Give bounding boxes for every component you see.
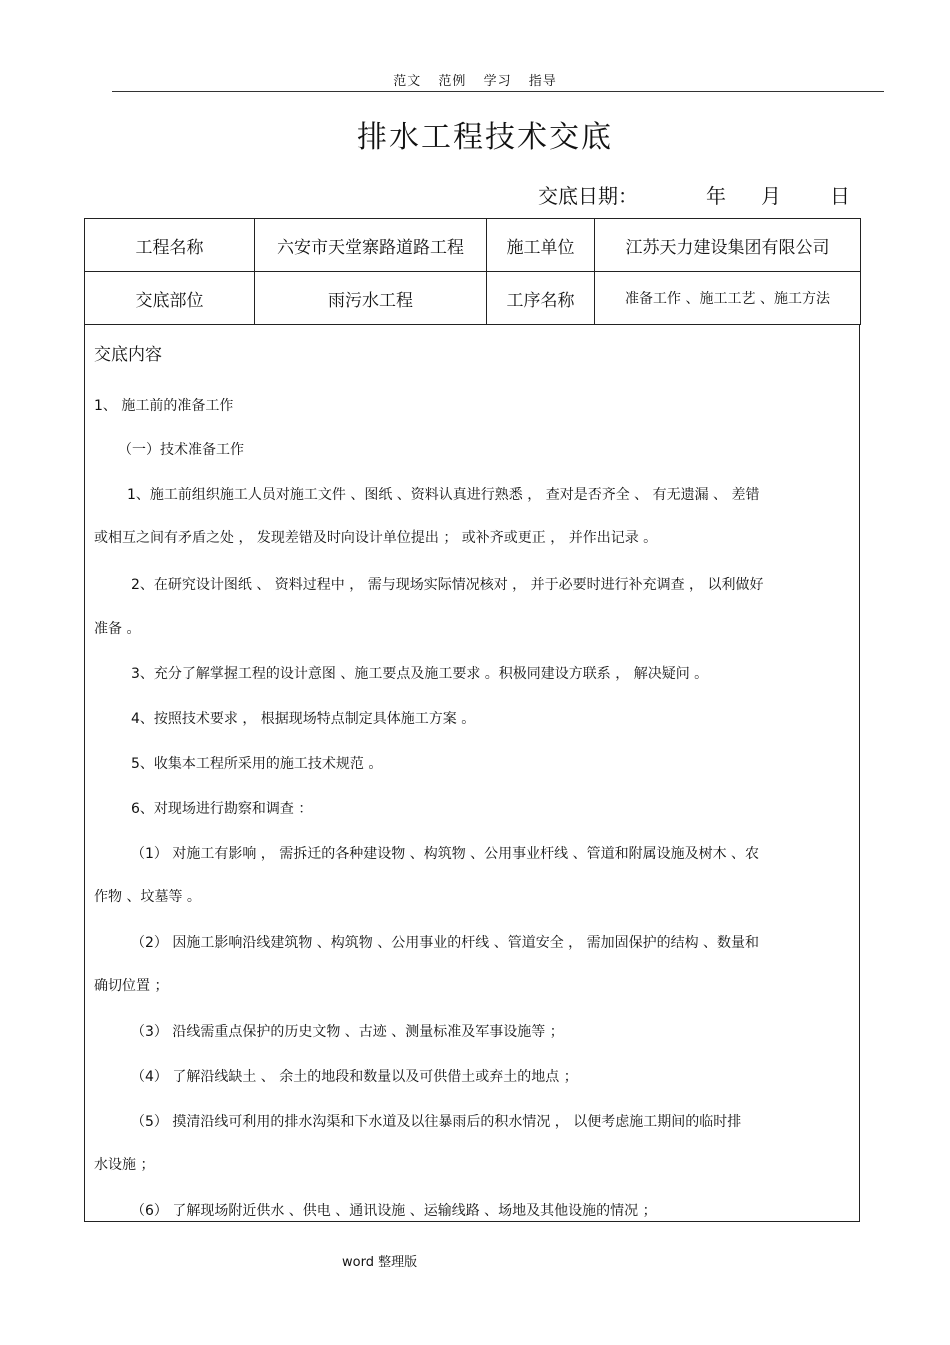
process-label: 工序名称	[487, 272, 595, 325]
content-line: 或相互之间有矛盾之处 ， 发现差错及时向设计单位提出 ； 或补齐或更正 ， 并作出记录 。	[94, 530, 658, 546]
content-line: （一）技术准备工作	[118, 442, 244, 458]
content-line: （5） 摸清沿线可利用的排水沟渠和下水道及以往暴雨后的积水情况 ， 以便考虑施工期间的临时排	[131, 1114, 742, 1130]
header-item: 范例	[438, 74, 467, 89]
date-month: 月	[761, 184, 781, 208]
content-line: （4） 了解沿线缺土 、 余土的地段和数量以及可供借土或弃土的地点 ；	[131, 1069, 578, 1085]
page-header	[0, 70, 950, 89]
header-item: 指导	[528, 74, 557, 89]
part-value: 雨污水工程	[255, 272, 487, 325]
content-line: 1、 施工前的准备工作	[94, 398, 234, 414]
content-line: 确切位置 ；	[94, 978, 169, 994]
header-item: 范文	[393, 74, 422, 89]
content-line: 6、对现场进行勘察和调查 ：	[131, 801, 313, 817]
content-box	[84, 324, 860, 1222]
info-table	[84, 218, 861, 325]
header-item: 学习	[483, 74, 512, 89]
date-label: 交底日期：	[538, 184, 638, 208]
date-day: 日	[830, 184, 850, 208]
content-line: 水设施 ；	[94, 1157, 155, 1173]
part-label: 交底部位	[85, 272, 255, 325]
content-line: 5、收集本工程所采用的施工技术规范 。	[131, 756, 383, 772]
content-line: 作物 、坟墓等 。	[94, 889, 201, 905]
content-line: 2、在研究设计图纸 、 资料过程中 ， 需与现场实际情况核对 ， 并于必要时进行补充调查 ， 以利做好	[131, 577, 764, 593]
content-heading: 交底内容	[94, 345, 162, 365]
content-line: （2） 因施工影响沿线建筑物 、构筑物 、公用事业的杆线 、管道安全 ， 需加固保护的结构 、数量和	[131, 935, 760, 951]
document-title: 排水工程技术交底	[357, 120, 613, 155]
contractor-value: 江苏天力建设集团有限公司	[595, 219, 861, 272]
date-year: 年	[706, 184, 726, 208]
content-line: 准备 。	[94, 621, 141, 637]
content-line: （6） 了解现场附近供水 、供电 、通讯设施 、运输线路 、场地及其他设施的情况 ；	[131, 1203, 657, 1219]
page-footer: word 整理版	[342, 1255, 418, 1270]
header-divider	[112, 91, 884, 92]
table-row	[85, 272, 861, 325]
content-line: 1、施工前组织施工人员对施工文件 、图纸 、资料认真进行熟悉 ， 查对是否齐全 、 有无遗漏 、 差错	[127, 487, 760, 503]
table-row	[85, 219, 861, 272]
content-line: （1） 对施工有影响 ， 需拆迁的各种建设物 、构筑物 、公用事业杆线 、管道和附属设施及树木 、农	[131, 846, 760, 862]
process-value: 准备工作 、施工工艺 、施工方法	[595, 272, 861, 325]
contractor-label: 施工单位	[487, 219, 595, 272]
project-name-label: 工程名称	[85, 219, 255, 272]
content-line: 4、按照技术要求 ， 根据现场特点制定具体施工方案 。	[131, 711, 476, 727]
project-name-value: 六安市天堂寨路道路工程	[255, 219, 487, 272]
content-line: 3、充分了解掌握工程的设计意图 、施工要点及施工要求 。积极同建设方联系 ， 解决疑问 。	[131, 666, 709, 682]
content-line: （3） 沿线需重点保护的历史文物 、古迹 、测量标准及军事设施等 ；	[131, 1024, 564, 1040]
